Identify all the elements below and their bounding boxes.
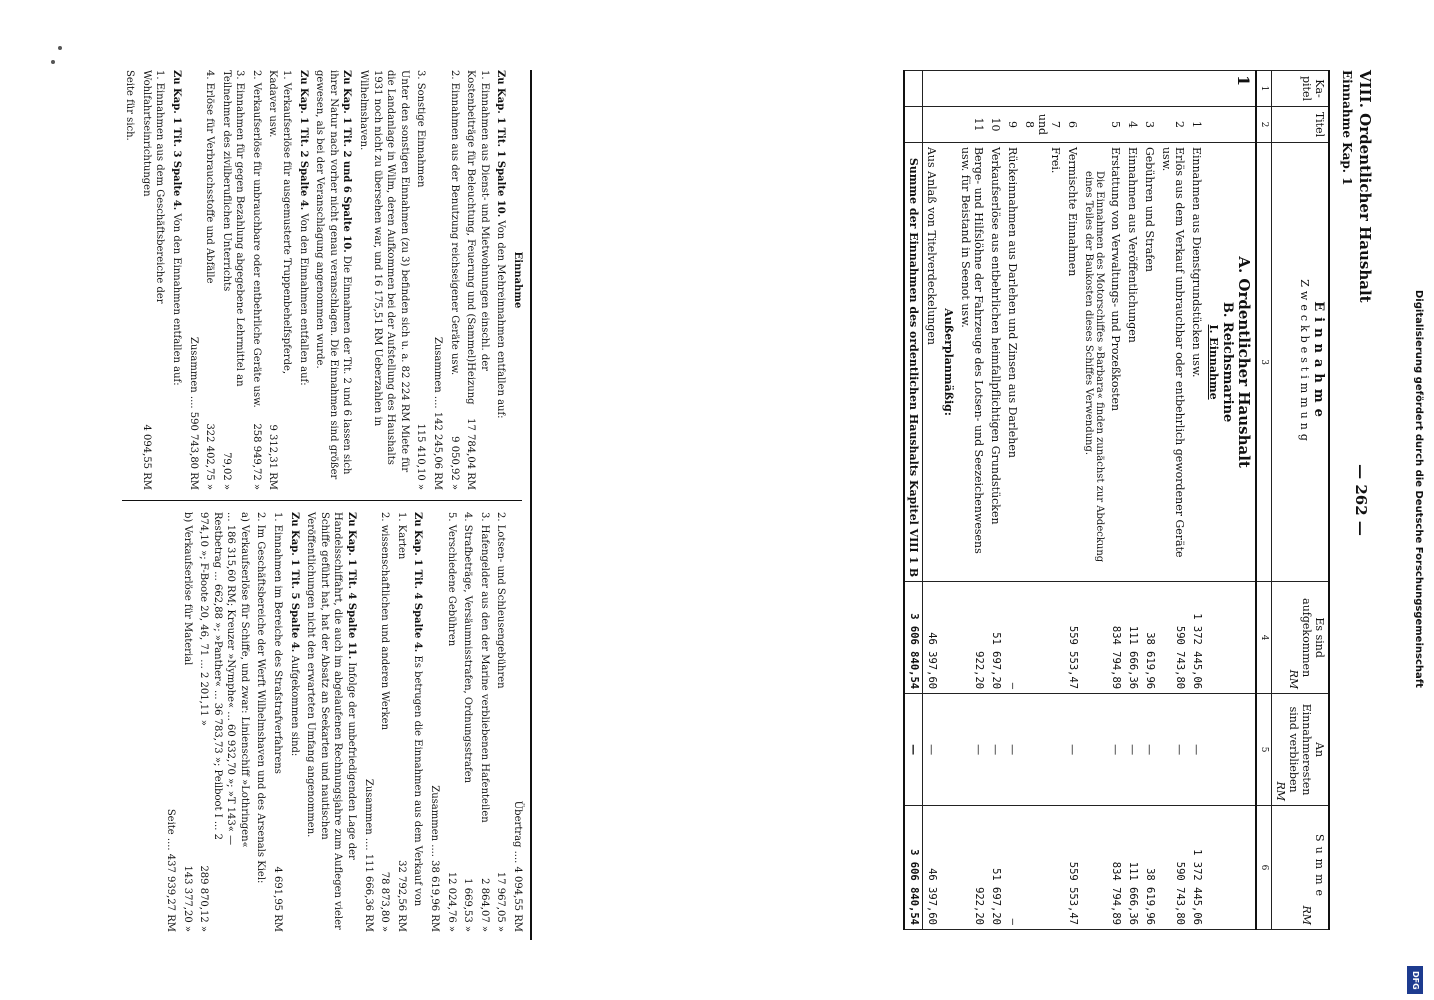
note-amount: 17 967,05 » [495,871,507,932]
note-amount: 4 691,95 RM [272,866,284,932]
header-reste: An Einnahmeresten sind verblieben RM [1272,694,1330,806]
note-item: 1. Verkaufserlöse für ausgemusterte Truppenbehelfspferde, Kadaver usw. [267,70,293,375]
note-entry [197,512,251,932]
titel-cell [923,106,941,142]
note-item: 2. wissenschaftlichen und anderen Werken [379,512,391,731]
zweck-cell: Außerplanmäßig: [940,142,957,581]
note-text: Von den Einnahmen entfallen auf: [297,213,309,386]
aufgekommen-cell: 46 397,60 [923,582,941,694]
note-item: 2. Verkaufserlöse für unbrauchbare oder entbehrliche Geräte usw. [250,70,262,408]
note-entry [414,70,428,490]
note-entry [477,512,491,932]
titel-cell: 9 [1004,106,1021,142]
summe-cell: 834 794,89 [1107,806,1124,930]
note-entry [378,512,392,932]
summe-cell [1021,806,1064,930]
reste-cell: — [923,694,941,806]
note-amount: 12 024,76 » [445,871,457,932]
note-entry [266,70,293,490]
reste-cell: — [1004,694,1021,806]
note-amount: 17 784,04 RM [465,418,477,490]
note-amount: Zusammen .... 38 619,96 RM [429,785,441,932]
note-item: 2. Lotsen- und Schleusengebühren [495,512,507,689]
note-text: Die Einnahmen der Tit. 2 und 6 lassen sich ihrer Natur nach vorher nicht genau veranschlagen. Die Einnahmen sind größer gewesen, als bei der Veranschlagung angenommen wurde. [314,70,353,480]
note-entry [254,512,268,932]
aufgekommen-cell [940,582,957,694]
titel-cell: 10 [987,106,1004,142]
page-subtitle: Einnahme Kap. 1 [1340,70,1354,186]
table-row [923,71,941,930]
note-entry [203,70,217,490]
header-titel: Titel [1272,106,1330,142]
titel-cell: 11 [957,106,987,142]
page-number: — 262 — [1352,464,1370,536]
aufgekommen-cell: — [1004,582,1021,694]
reste-cell [940,694,957,806]
kapitel-cell [923,71,941,107]
note-entry [356,70,410,490]
reste-cell [1021,694,1064,806]
total-label: Summe der Einnahmen des ordentlichen Haushalts Kapitel VIII 1 B [904,142,923,581]
income-table [903,70,1330,930]
total-summe: 3 606 840,54 [904,806,923,930]
note-amount: 1 669,53 » [462,878,474,932]
note-entry [163,512,177,932]
notes-right-column [160,512,524,932]
header-kapitel: Ka- pitel [1272,71,1330,107]
table-row [1004,71,1021,930]
kapitel-cell [1081,71,1107,107]
titel-cell: 7 und 8 [1021,106,1064,142]
note-entry [186,70,200,490]
note-amount: Seite .... 437 939,27 RM [164,808,176,932]
note-item [163,512,177,801]
note-item: a) Verkaufserlöse für Schiffe, und zwar: Linienschiff »Lothringen« ... 186 315,60 RM; Kreuzer »Nymphe« ... 60 932,70 »; »T 143« — Restbetrag ... 662,88 »; »Panther« ... 36 783,73 »; Peilboot I ... 2 974,10 »; F-Boote 20, 46, 71 ... 2 201,11 » [198,512,250,848]
aufgekommen-cell: 922,20 [957,582,987,694]
reste-cell: — [1188,694,1205,806]
note-amount: 32 792,56 RM [395,860,407,932]
reste-cell: — [1064,694,1081,806]
note-amount: 322 402,75 » [204,423,216,490]
reste-cell: — [1158,694,1188,806]
kapitel-cell [1021,71,1064,107]
titel-cell [1081,106,1107,142]
zweck-cell: Frei. [1021,142,1064,581]
zweck-cell: Verkaufserlöse aus entbehrlichen heimfallpflichtigen Grundstücken [987,142,1004,581]
horizontal-rule [530,70,532,940]
aufgekommen-cell: 38 619,96 [1141,582,1158,694]
note-item: 1. Karten [395,512,407,560]
titel-cell: 3 [1141,106,1158,142]
aufgekommen-cell: 834 794,89 [1107,582,1124,694]
note-item: 3. Hafengelder aus den der Marine verbliebenen Hafenteilen [478,512,490,823]
kapitel-cell [1158,71,1188,107]
table-row [940,71,957,930]
aufgekommen-cell: 1 372 445,06 [1188,582,1205,694]
aufgekommen-cell [1021,582,1064,694]
note-heading: Zu Kap. 1 Tit. 1 Spalte 10. [495,70,507,218]
note-entry [430,70,444,490]
note-item: 4. Strafbeträge, Versäumnisstrafen, Ordnungsstrafen [462,512,474,784]
zweck-cell: Berge- und Hilfslöhne der Fahrzeuge des Lotsen- und Seezeichenwesens usw. für Beistand in Seenot usw. [957,142,987,581]
total-aufgekommen: 3 606 840,54 [904,582,923,694]
section-a-heading: A. Ordentlicher Haushalt [1235,256,1253,468]
kapitel-cell [1064,71,1081,107]
table-row [987,71,1004,930]
note-item: 1. Einnahmen im Bereiche des Strafstrafverfahrens [272,512,284,774]
aufgekommen-cell: 559 553,47 [1064,582,1081,694]
summe-cell: 46 397,60 [923,806,941,930]
note-amount: 258 949,72 » [250,423,262,490]
header-summe: Summe RM [1272,806,1330,930]
aufgekommen-cell [1081,582,1107,694]
note-item [361,512,375,771]
note-text: Es betrugen die Einnahmen aus dem Verkauf von [412,655,424,907]
note-entry [169,70,183,490]
note-entry [361,512,375,932]
reste-cell [1081,694,1107,806]
summe-cell: 590 743,80 [1158,806,1188,930]
note-entry [313,70,354,490]
titel-cell: 1 [1188,106,1205,142]
kapitel-cell [987,71,1004,107]
note-item [430,70,444,329]
zweck-cell: Rückeinnahmen aus Darlehen und Zinsen aus Darlehen [1004,142,1021,581]
note-amount: 9 050,92 » [448,436,460,490]
note-text: Aufgekommen sind: [288,655,300,757]
note-amount: Zusammen .... 590 743,80 RM [187,336,199,490]
note-amount: Zusammen .... 142 245,06 RM [432,336,444,490]
note-amount: 2 864,07 » [478,878,490,932]
table-row [1081,71,1107,930]
note-item [427,512,441,777]
note-entry [510,512,524,932]
column-divider [122,500,522,501]
table-row [1124,71,1141,930]
note-heading: Zu Kap. 1 Tit. 2 Spalte 4. [297,70,309,211]
col-number: 6 [1256,806,1272,930]
header-einnahme: Einnahme Zweckbestimmung [1272,142,1330,581]
summe-cell [1081,806,1107,930]
note-text: Infolge der unbefriedigenden Lage der Handelsschiffahrt, die auch im abgelaufenen Rechnungsjahre zum Auflegen vieler Schiffe geführt hat, hat der Absatz an Seekarten und nautischen Veröffentlichungen nicht den erwarteten Umfang angenommen. [305,512,358,930]
kapitel-number: 1 [1205,71,1256,107]
kapitel-cell [940,71,957,107]
note-amount: 4 094,55 RM [140,424,152,490]
note-amount: 115 410,10 » [415,423,427,490]
note-item: 2. Im Geschäftsbereiche der Werft Wilhelmshaven und des Arsenals Kiel: [255,512,267,884]
note-entry [304,512,358,932]
reste-cell: — [1141,694,1158,806]
notes-left-column [120,70,524,490]
col-number: 5 [1256,694,1272,806]
note-entry [219,70,246,490]
notes-heading: Einnahme [512,251,523,309]
reste-cell: — [1107,694,1124,806]
aufgekommen-cell: 111 666,36 [1124,582,1141,694]
page-title: VIII. Ordentlicher Haushalt [1356,70,1374,303]
note-item: b) Verkaufserlöse für Material [181,512,193,666]
note-text: Seite für sich. [124,70,136,141]
kapitel-cell [1188,71,1205,107]
reste-cell: — [957,694,987,806]
note-entry [427,512,441,932]
titel-cell: 6 [1064,106,1081,142]
note-heading: Zu Kap. 1 Tit. 2 und 6 Spalte 10. [341,70,353,253]
aufgekommen-cell: 590 743,80 [1158,582,1188,694]
note-item: 3. Sonstige Einnahmen [415,70,427,188]
note-item: 1. Einnahmen aus dem Geschäftsbereiche der Wohlfahrtseinrichtungen [140,70,166,304]
note-amount: 79,02 » [220,452,232,490]
note-amount: 143 377,20 » [181,865,193,932]
table-row [1188,71,1205,930]
zweck-cell: Einnahmen aus Dienstgrundstücken usw. [1188,142,1205,581]
note-amount: 289 870,12 » [198,865,210,932]
section-i-heading: I. Einnahme [1207,324,1220,400]
kapitel-cell [1107,71,1124,107]
note-item: 4. Erlöse für Verbrauchsstoffe und Abfälle [204,70,216,284]
kapitel-cell [1124,71,1141,107]
note-entry [271,512,285,932]
table-row [1107,71,1124,930]
note-entry [447,70,461,490]
table-row [1141,71,1158,930]
note-item [510,512,524,793]
col-number: 1 [1256,71,1272,107]
note-entry [123,70,137,490]
table-row [957,71,987,930]
aufgekommen-cell: 51 697,20 [987,582,1004,694]
digitization-credit [1402,290,1432,990]
reste-cell: — [987,694,1004,806]
table-row [1158,71,1188,930]
section-b-heading: B. Reichsmarine [1220,301,1235,423]
titel-cell: 2 [1158,106,1188,142]
titel-cell: 5 [1107,106,1124,142]
col-number: 2 [1256,106,1272,142]
note-text: Unter den sonstigen Einnahmen (zu 3) befinden sich u. a. 82 224 RM Miete für die Landanlage in Wilm, deren Aufkommen bei der Aufstellung des Haushalts 1931 noch nicht zu übersehen war, und 16 175,51 RM Ueberzahlen in Wilhelmshaven. [358,70,410,473]
note-entry [461,512,475,932]
summe-cell: 111 666,36 [1124,806,1141,930]
total-reste: — [904,694,923,806]
note-heading: Zu Kap. 1 Tit. 3 Spalte 4. [170,70,182,211]
scan-dot [51,60,55,64]
summe-cell [940,806,957,930]
note-heading: Zu Kap. 1 Tit. 5 Spalte 4. [288,512,300,653]
zweck-cell: Einnahmen aus Veröffentlichungen [1124,142,1141,581]
header-aufgekommen: Es sind aufgekommen RM [1272,582,1330,694]
note-item: 5. Verschiedene Gebühren [445,512,457,647]
summe-cell: — [1004,806,1021,930]
note-entry [444,512,458,932]
note-amount: Zusammen .... 111 666,36 RM [362,778,374,932]
note-entry [139,70,166,490]
note-entry [494,512,508,932]
note-entry [296,70,310,490]
summe-cell: 38 619,96 [1141,806,1158,930]
note-text: Von den Einnahmen entfallen auf: [170,213,182,386]
col-number: 4 [1256,582,1272,694]
note-entry [411,512,425,932]
summe-cell: 1 372 445,06 [1188,806,1205,930]
summe-cell: 51 697,20 [987,806,1004,930]
table-row [1021,71,1064,930]
note-heading: Zu Kap. 1 Tit. 4 Spalte 4. [412,512,424,653]
zweck-cell: Gebühren und Strafen [1141,142,1158,581]
note-amount: 9 312,31 RM [267,424,279,490]
note-amount: 78 873,80 » [379,871,391,932]
note-item: 2. Einnahmen aus der Benutzung reichseigener Geräte usw. [448,70,460,376]
scan-dot [58,46,62,50]
zweck-cell: Aus Anlaß von Titelverdeckelungen [923,142,941,581]
digitization-text: Digitalisierung gefördert durch die Deutsche Forschungsgemeinschaft [1413,290,1424,688]
kapitel-cell [957,71,987,107]
zweck-cell: Vermischte Einnahmen [1064,142,1081,581]
table-row [1064,71,1081,930]
note-entry [494,70,508,490]
col-number: 3 [1256,142,1272,581]
zweck-cell: Die Einnahmen des Motorschiffes »Barbara« finden zunächst zur Abdeckung eines Teiles der Baukosten dieses Schiffes Verwendung. [1081,142,1107,581]
note-entry [287,512,301,932]
zweck-cell: Erstattung von Verwaltungs- und Prozeßkosten [1107,142,1124,581]
dfg-logo: DFG [1407,966,1423,994]
note-entry [464,70,491,490]
zweck-cell: Erlös aus dem Verkauf unbrauchbar oder entbehrlich gewordener Geräte usw. [1158,142,1188,581]
note-item: 1. Einnahmen aus Dienst- und Mietwohnungen einschl. der Kostenbeiträge für Beleuchtung, Feuerung und (Sammel)Heizung [465,70,490,405]
note-entry [394,512,408,932]
summe-cell: 559 553,47 [1064,806,1081,930]
note-entry [180,512,194,932]
kapitel-cell [1004,71,1021,107]
summe-cell: 922,20 [957,806,987,930]
note-entry [249,70,263,490]
reste-cell: — [1124,694,1141,806]
note-heading: Zu Kap. 1 Tit. 4 Spalte 11. [346,512,358,660]
kapitel-cell [1141,71,1158,107]
titel-cell [940,106,957,142]
note-text: Von den Mehreinnahmen entfallen auf: [495,220,507,419]
titel-cell: 4 [1124,106,1141,142]
note-item [186,70,200,329]
note-amount: Übertrag .... 4 094,55 RM [512,800,523,932]
note-item: 3. Einnahmen für gegen Bezahlung abgegebene Lehrmittel an Teilnehmer des zivilberuflichen Unterrichts [220,70,246,387]
